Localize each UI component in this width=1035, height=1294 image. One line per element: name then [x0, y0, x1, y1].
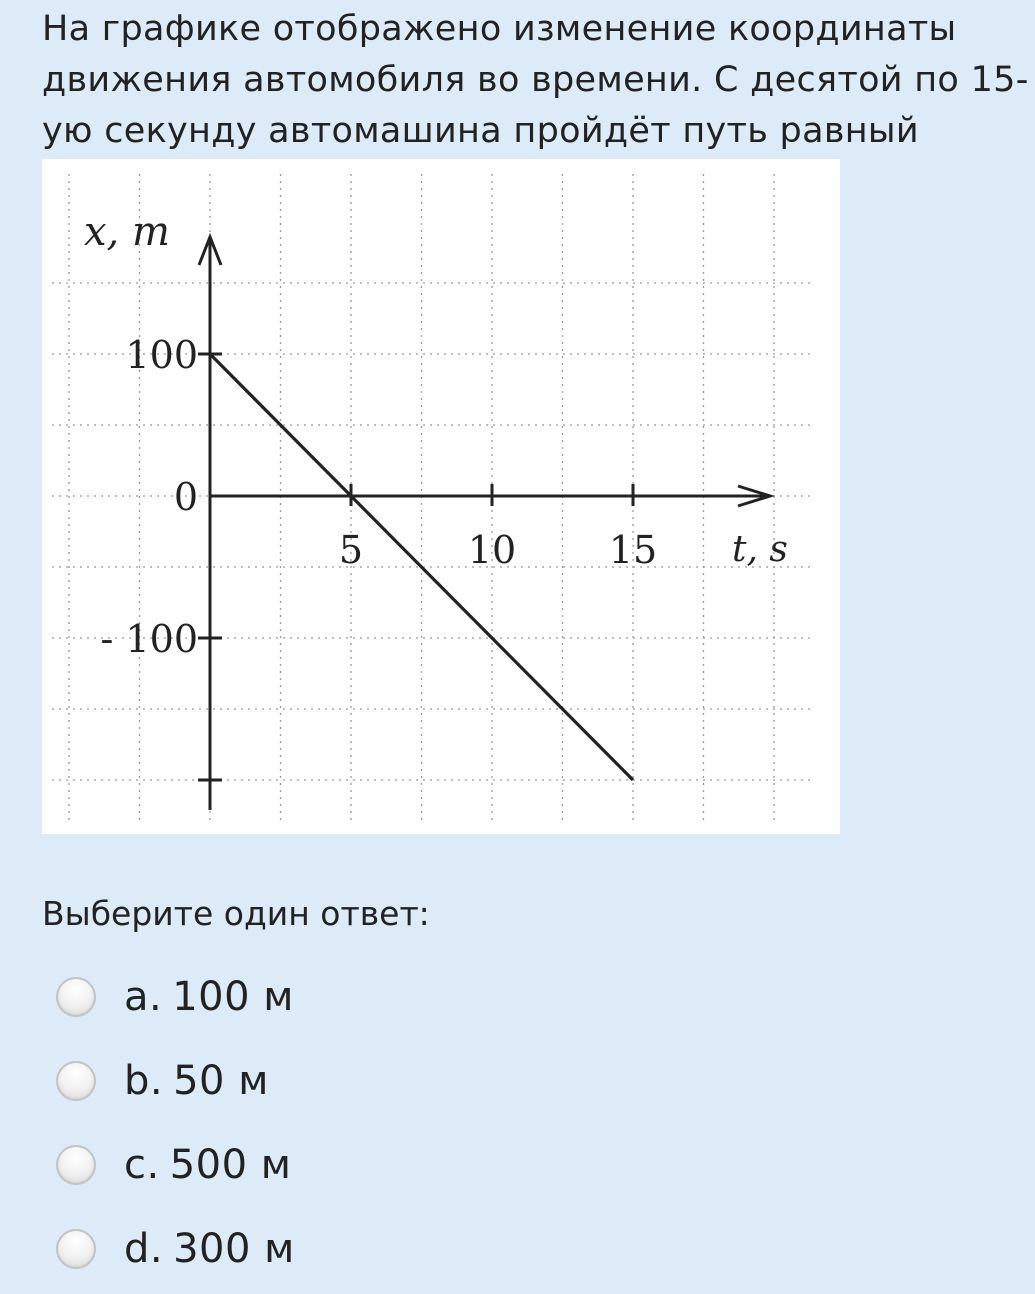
answer-letter: c.	[124, 1142, 160, 1188]
question-text: На графике отображено изменение координаты движения автомобиля во времени. С десятой по 15-ую секунду автомашина пройдёт путь равный	[42, 9, 1029, 151]
x-axis-label: t, s	[732, 529, 788, 570]
radio-button-c[interactable]	[56, 1145, 96, 1185]
answer-prompt: Выберите один ответ:	[42, 894, 430, 933]
answer-letter: b.	[124, 1058, 164, 1104]
y-tick-label: 100	[125, 333, 198, 377]
position-time-graph	[42, 159, 840, 834]
y-tick-label: - 100	[100, 617, 198, 661]
radio-button-a[interactable]	[56, 977, 96, 1017]
answer-text: 300 м	[173, 1226, 295, 1272]
x-tick-label: 10	[467, 528, 517, 572]
y-axis-label: x, m	[84, 209, 170, 255]
answer-list	[56, 955, 295, 1291]
chart-svg	[42, 159, 840, 834]
x-tick-label: 5	[338, 528, 364, 572]
series-line	[210, 354, 633, 780]
radio-button-d[interactable]	[56, 1229, 96, 1269]
answer-option-c[interactable]	[56, 1123, 295, 1207]
answer-label-c[interactable]	[124, 1142, 291, 1188]
answer-option-b[interactable]	[56, 1039, 295, 1123]
answer-label-a[interactable]	[124, 974, 294, 1020]
answer-letter: a.	[124, 974, 163, 1020]
x-tick-label: 15	[608, 528, 658, 572]
answer-option-a[interactable]	[56, 955, 295, 1039]
answer-label-b[interactable]	[124, 1058, 269, 1104]
answer-text: 100 м	[172, 974, 294, 1020]
answer-option-d[interactable]	[56, 1207, 295, 1291]
y-tick-label: 0	[173, 475, 198, 519]
answer-text: 500 м	[169, 1142, 292, 1188]
radio-button-b[interactable]	[56, 1061, 96, 1101]
answer-letter: d.	[124, 1226, 164, 1272]
answer-text: 50 м	[173, 1058, 269, 1104]
answer-label-d[interactable]	[124, 1226, 295, 1272]
